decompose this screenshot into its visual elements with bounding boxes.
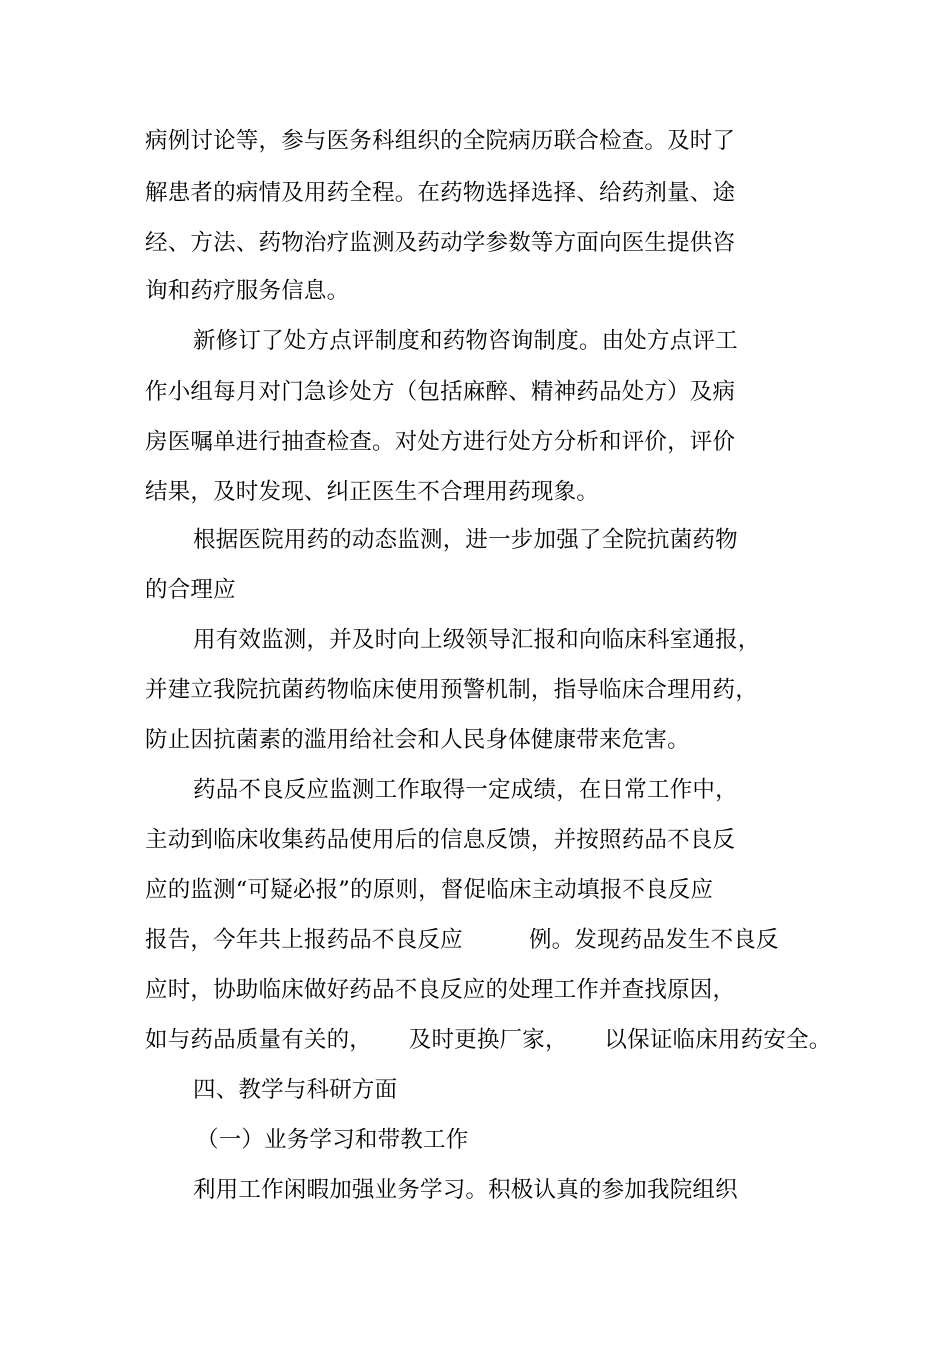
- subsection-heading: （一）业务学习和带教工作: [196, 1127, 469, 1153]
- paragraph-start-line: 根据医院用药的动态监测，进一步加强了全院抗菌药物: [193, 527, 738, 553]
- paragraph-start-line: 利用工作闲暇加强业务学习。积极认真的参加我院组织: [193, 1177, 738, 1203]
- text-line: 询和药疗服务信息。: [145, 278, 350, 304]
- text-line: 经、方法、药物治疗监测及药动学参数等方面向医生提供咨: [145, 230, 736, 256]
- text-line: 作小组每月对门急诊处方（包括麻醉、精神药品处方）及病: [145, 379, 736, 405]
- text-line: 应的监测“可疑必报”的原则，督促临床主动填报不良反应: [145, 877, 714, 903]
- text-line: 并建立我院抗菌药物临床使用预警机制，指导临床合理用药，: [145, 677, 758, 703]
- paragraph-start-line: 用有效监测，并及时向上级领导汇报和向临床科室通报，: [193, 627, 761, 653]
- paragraph-start-line: 药品不良反应监测工作取得一定成绩，在日常工作中，: [193, 777, 738, 803]
- text-line: 应时，协助临床做好药品不良反应的处理工作并查找原因，: [145, 977, 736, 1003]
- text-line: 的合理应: [145, 577, 236, 603]
- text-line: 解患者的病情及用药全程。在药物选择选择、给药剂量、途: [145, 180, 736, 206]
- section-heading: 四、教学与科研方面: [193, 1077, 398, 1103]
- text-line: 防止因抗菌素的滥用给社会和人民身体健康带来危害。: [145, 727, 690, 753]
- text-line: 如与药品质量有关的， 及时更换厂家， 以保证临床用药安全。: [145, 1027, 832, 1053]
- text-line: 报告，今年共上报药品不良反应 例。发现药品发生不良反: [145, 927, 779, 953]
- paragraph-start-line: 新修订了处方点评制度和药物咨询制度。由处方点评工: [193, 328, 738, 354]
- text-line: 房医嘱单进行抽查检查。对处方进行处方分析和评价，评价: [145, 429, 736, 455]
- text-line: 主动到临床收集药品使用后的信息反馈，并按照药品不良反: [145, 827, 736, 853]
- text-line: 病例讨论等，参与医务科组织的全院病历联合检查。及时了: [145, 128, 736, 154]
- text-line: 结果，及时发现、纠正医生不合理用药现象。: [145, 479, 600, 505]
